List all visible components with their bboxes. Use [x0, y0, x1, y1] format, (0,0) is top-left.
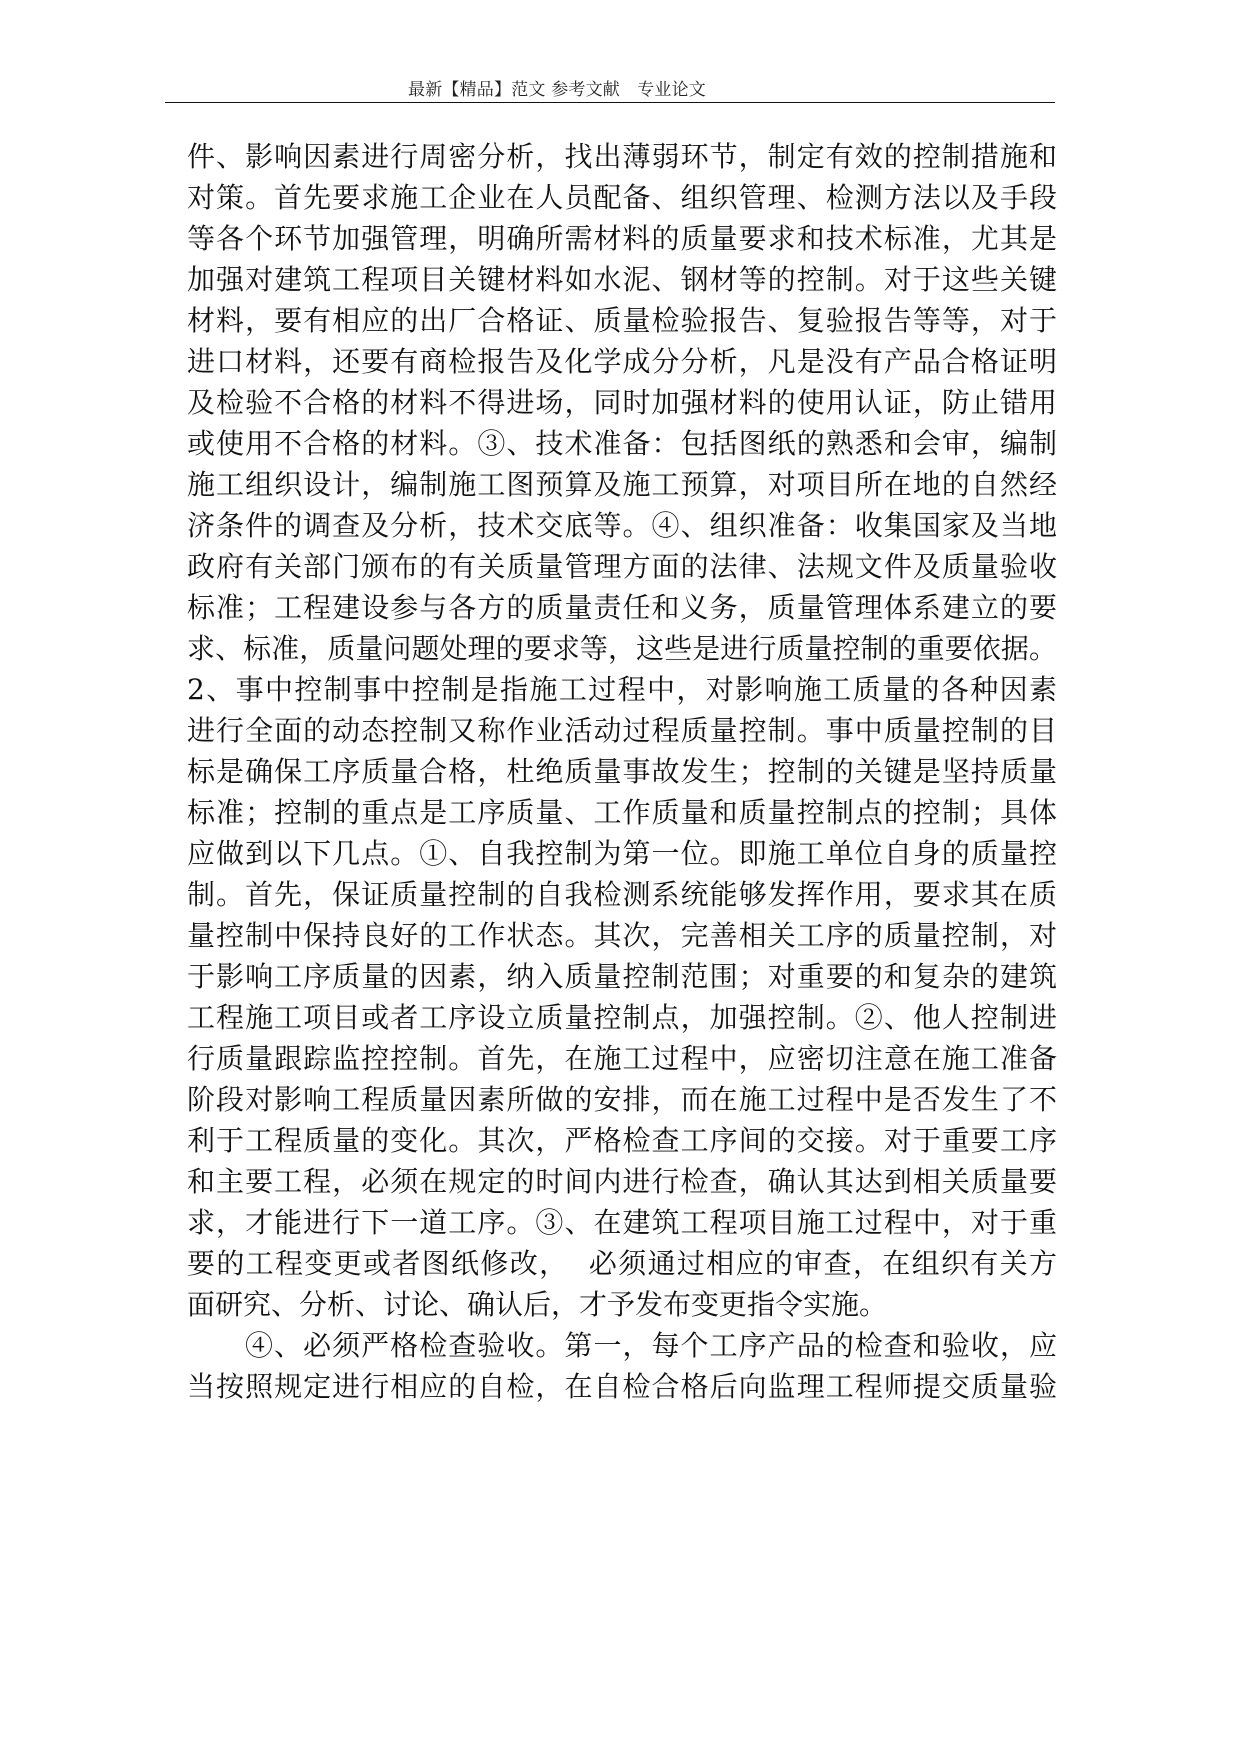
- text-line: 2、事中控制事中控制是指施工过程中，对影响施工质量的各种因素: [187, 673, 1057, 706]
- text-line: 加强对建筑工程项目关键材料如水泥、钢材等的控制。对于这些关键: [187, 263, 1057, 296]
- text-line: 对策。首先要求施工企业在人员配备、组织管理、检测方法以及手段: [187, 181, 1057, 214]
- text-line: 材料，要有相应的出厂合格证、质量检验报告、复验报告等等，对于: [187, 304, 1057, 337]
- text-line: 制。首先，保证质量控制的自我检测系统能够发挥作用，要求其在质: [187, 878, 1057, 911]
- text-line: 标准；控制的重点是工序质量、工作质量和质量控制点的控制；具体: [187, 796, 1057, 829]
- text-line: 行质量跟踪监控控制。首先，在施工过程中，应密切注意在施工准备: [187, 1042, 1057, 1075]
- text-line: 进行全面的动态控制又称作业活动过程质量控制。事中质量控制的目: [187, 714, 1057, 747]
- document-body: [187, 136, 1057, 1407]
- paragraph: [187, 136, 1057, 1325]
- text-line: 进口材料，还要有商检报告及化学成分分析，凡是没有产品合格证明: [187, 345, 1057, 378]
- text-line: 求，才能进行下一道工序。③、在建筑工程项目施工过程中，对于重: [187, 1206, 1057, 1239]
- text-line: 量控制中保持良好的工作状态。其次，完善相关工序的质量控制，对: [187, 919, 1057, 952]
- text-line: 应做到以下几点。①、自我控制为第一位。即施工单位自身的质量控: [187, 837, 1057, 870]
- text-line: 施工组织设计，编制施工图预算及施工预算，对项目所在地的自然经: [187, 468, 1057, 501]
- text-line: 面研究、分析、讨论、确认后，才予发布变更指令实施。: [187, 1288, 888, 1321]
- text-line: 要的工程变更或者图纸修改， 必须通过相应的审查，在组织有关方: [187, 1247, 1057, 1280]
- text-line: 或使用不合格的材料。③、技术准备：包括图纸的熟悉和会审，编制: [187, 427, 1057, 460]
- text-line: 当按照规定进行相应的自检，在自检合格后向监理工程师提交质量验: [187, 1370, 1057, 1403]
- text-line: 标是确保工序质量合格，杜绝质量事故发生；控制的关键是坚持质量: [187, 755, 1057, 788]
- text-line: 件、影响因素进行周密分析，找出薄弱环节，制定有效的控制措施和: [187, 140, 1057, 173]
- text-line: 等各个环节加强管理，明确所需材料的质量要求和技术标准，尤其是: [187, 222, 1057, 255]
- text-line: ④、必须严格检查验收。第一，每个工序产品的检查和验收，应: [245, 1329, 1057, 1362]
- header-rule: [165, 102, 1055, 103]
- text-line: 济条件的调查及分析，技术交底等。④、组织准备：收集国家及当地: [187, 509, 1057, 542]
- text-line: 阶段对影响工程质量因素所做的安排，而在施工过程中是否发生了不: [187, 1083, 1057, 1116]
- text-line: 及检验不合格的材料不得进场，同时加强材料的使用认证，防止错用: [187, 386, 1057, 419]
- page-header: 最新【精品】范文 参考文献 专业论文: [408, 80, 707, 100]
- text-line: 政府有关部门颁布的有关质量管理方面的法律、法规文件及质量验收: [187, 550, 1057, 583]
- paragraph: [187, 1325, 1057, 1407]
- text-line: 和主要工程，必须在规定的时间内进行检查，确认其达到相关质量要: [187, 1165, 1057, 1198]
- text-line: 求、标准，质量问题处理的要求等，这些是进行质量控制的重要依据。: [187, 632, 1057, 665]
- text-line: 利于工程质量的变化。其次，严格检查工序间的交接。对于重要工序: [187, 1124, 1057, 1157]
- text-line: 工程施工项目或者工序设立质量控制点，加强控制。②、他人控制进: [187, 1001, 1057, 1034]
- text-line: 于影响工序质量的因素，纳入质量控制范围；对重要的和复杂的建筑: [187, 960, 1057, 993]
- text-line: 标准；工程建设参与各方的质量责任和义务，质量管理体系建立的要: [187, 591, 1057, 624]
